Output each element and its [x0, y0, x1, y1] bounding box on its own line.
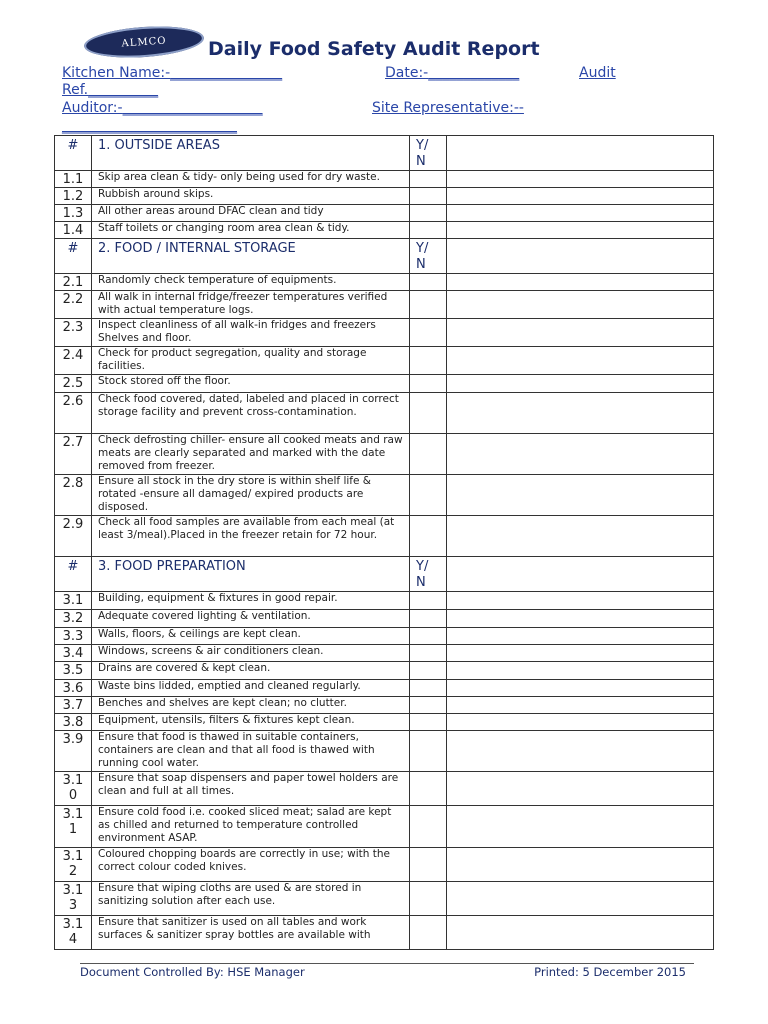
item-number: 3.6 [55, 680, 92, 697]
item-description: All other areas around DFAC clean and tidy [92, 205, 410, 222]
item-number: 3.1 1 [55, 806, 92, 848]
checklist-row [55, 205, 714, 222]
yes-no-input-cell[interactable] [410, 319, 447, 347]
item-number: 2.3 [55, 319, 92, 347]
comment-input-cell[interactable] [447, 848, 714, 882]
yes-no-input-cell[interactable] [410, 680, 447, 697]
comment-input-cell[interactable] [447, 806, 714, 848]
comment-input-cell[interactable] [447, 731, 714, 772]
comment-input-cell[interactable] [447, 188, 714, 205]
item-description: Ensure that soap dispensers and paper towel holders are clean and full at all times. [92, 772, 410, 806]
item-number: 3.7 [55, 697, 92, 714]
comment-input-cell[interactable] [447, 205, 714, 222]
checklist-row [55, 592, 714, 610]
comment-input-cell[interactable] [447, 882, 714, 916]
kitchen-name-label: Kitchen Name:- [62, 65, 171, 81]
comments-header-cell [447, 239, 714, 274]
checklist-row [55, 806, 714, 848]
yes-no-input-cell[interactable] [410, 731, 447, 772]
checklist-row [55, 680, 714, 697]
checklist-row [55, 848, 714, 882]
page-footer [80, 963, 694, 979]
audit-checklist-body [55, 136, 714, 950]
checklist-row [55, 916, 714, 950]
section-header-row [55, 136, 714, 171]
comment-input-cell[interactable] [447, 592, 714, 610]
checklist-row [55, 645, 714, 662]
item-description: Check all food samples are available from each meal (at least 3/meal).Placed in the freezer retain for 72 hour. [92, 516, 410, 557]
yes-no-header: Y/ N [410, 136, 447, 171]
yes-no-input-cell[interactable] [410, 697, 447, 714]
item-description: Check food covered, dated, labeled and placed in correct storage facility and prevent cross-contamination. [92, 393, 410, 434]
item-number: 1.2 [55, 188, 92, 205]
site-representative-blank-line [62, 118, 237, 134]
item-description: Benches and shelves are kept clean; no clutter. [92, 697, 410, 714]
comment-input-cell[interactable] [447, 662, 714, 680]
item-number: 3.2 [55, 610, 92, 628]
yes-no-input-cell[interactable] [410, 188, 447, 205]
yes-no-input-cell[interactable] [410, 592, 447, 610]
checklist-row [55, 291, 714, 319]
item-description: Ensure all stock in the dry store is within shelf life & rotated -ensure all damaged/ expired products are disposed. [92, 475, 410, 516]
item-description: Check defrosting chiller- ensure all cooked meats and raw meats are clearly separated and marked with the date removed from freezer. [92, 434, 410, 475]
yes-no-input-cell[interactable] [410, 171, 447, 188]
yes-no-input-cell[interactable] [410, 610, 447, 628]
item-description: Stock stored off the floor. [92, 375, 410, 393]
item-description: Ensure that food is thawed in suitable containers, containers are clean and that all food is thawed with running cool water. [92, 731, 410, 772]
item-description: Walls, floors, & ceilings are kept clean. [92, 628, 410, 645]
item-number: 2.5 [55, 375, 92, 393]
yes-no-input-cell[interactable] [410, 347, 447, 375]
item-number: 2.2 [55, 291, 92, 319]
checklist-row [55, 375, 714, 393]
item-description: Ensure that wiping cloths are used & are stored in sanitizing solution after each use. [92, 882, 410, 916]
section-hash: # [55, 136, 92, 171]
comment-input-cell[interactable] [447, 475, 714, 516]
item-number: 3.8 [55, 714, 92, 731]
document-controlled-by: Document Controlled By: HSE Manager [80, 965, 305, 979]
date-blank: _____________ [428, 65, 520, 81]
comment-input-cell[interactable] [447, 319, 714, 347]
yes-no-input-cell[interactable] [410, 916, 447, 950]
section-title: 1. OUTSIDE AREAS [92, 136, 410, 171]
item-description: Drains are covered & kept clean. [92, 662, 410, 680]
yes-no-input-cell[interactable] [410, 434, 447, 475]
section-hash: # [55, 239, 92, 274]
page-title: Daily Food Safety Audit Report [208, 38, 540, 60]
comment-input-cell[interactable] [447, 697, 714, 714]
item-description: Check for product segregation, quality and storage facilities. [92, 347, 410, 375]
yes-no-input-cell[interactable] [410, 848, 447, 882]
item-description: Inspect cleanliness of all walk-in fridges and freezers Shelves and floor. [92, 319, 410, 347]
item-number: 3.4 [55, 645, 92, 662]
section-title: 2. FOOD / INTERNAL STORAGE [92, 239, 410, 274]
yes-no-input-cell[interactable] [410, 475, 447, 516]
ref-field [62, 82, 158, 98]
item-number: 3.1 2 [55, 848, 92, 882]
checklist-row [55, 434, 714, 475]
checklist-row [55, 171, 714, 188]
comments-header-cell [447, 136, 714, 171]
comment-input-cell[interactable] [447, 222, 714, 239]
section-header-row [55, 239, 714, 274]
yes-no-input-cell[interactable] [410, 516, 447, 557]
auditor-label: Auditor:- [62, 100, 123, 116]
comment-input-cell[interactable] [447, 375, 714, 393]
ref-blank: __________ [88, 82, 159, 98]
yes-no-input-cell[interactable] [410, 662, 447, 680]
checklist-row [55, 714, 714, 731]
comments-header-cell [447, 557, 714, 592]
checklist-row [55, 475, 714, 516]
comment-input-cell[interactable] [447, 645, 714, 662]
item-description: Rubbish around skips. [92, 188, 410, 205]
site-representative-field [372, 100, 524, 116]
yes-no-input-cell[interactable] [410, 375, 447, 393]
printed-date: Printed: 5 December 2015 [534, 965, 686, 979]
site-representative-blank: _________________________ [62, 118, 237, 134]
section-title: 3. FOOD PREPARATION [92, 557, 410, 592]
logo-text: ALMCO [121, 34, 167, 50]
yes-no-header: Y/ N [410, 557, 447, 592]
yes-no-header: Y/ N [410, 239, 447, 274]
item-number: 3.9 [55, 731, 92, 772]
comment-input-cell[interactable] [447, 714, 714, 731]
date-field [385, 65, 519, 81]
yes-no-input-cell[interactable] [410, 393, 447, 434]
checklist-row [55, 882, 714, 916]
kitchen-name-blank: ________________ [170, 65, 283, 81]
comment-input-cell[interactable] [447, 916, 714, 950]
item-number: 2.4 [55, 347, 92, 375]
audit-checklist-table [54, 135, 714, 950]
item-number: 2.8 [55, 475, 92, 516]
comment-input-cell[interactable] [447, 291, 714, 319]
yes-no-input-cell[interactable] [410, 222, 447, 239]
yes-no-input-cell[interactable] [410, 291, 447, 319]
yes-no-input-cell[interactable] [410, 645, 447, 662]
yes-no-input-cell[interactable] [410, 714, 447, 731]
ref-label: Ref. [62, 82, 89, 98]
item-number: 2.9 [55, 516, 92, 557]
item-description: Adequate covered lighting & ventilation. [92, 610, 410, 628]
comment-input-cell[interactable] [447, 393, 714, 434]
item-number: 3.1 [55, 592, 92, 610]
item-description: Randomly check temperature of equipments. [92, 274, 410, 291]
item-number: 3.5 [55, 662, 92, 680]
item-description: Staff toilets or changing room area clean & tidy. [92, 222, 410, 239]
yes-no-input-cell[interactable] [410, 628, 447, 645]
comment-input-cell[interactable] [447, 274, 714, 291]
kitchen-name-field [62, 65, 282, 81]
checklist-row [55, 662, 714, 680]
comment-input-cell[interactable] [447, 680, 714, 697]
checklist-row [55, 188, 714, 205]
item-description: Ensure that sanitizer is used on all tables and work surfaces & sanitizer spray bottles are available with [92, 916, 410, 950]
item-description: Building, equipment & fixtures in good repair. [92, 592, 410, 610]
yes-no-input-cell[interactable] [410, 274, 447, 291]
comment-input-cell[interactable] [447, 347, 714, 375]
checklist-row [55, 393, 714, 434]
date-label: Date:- [385, 65, 429, 81]
item-number: 3.1 3 [55, 882, 92, 916]
comment-input-cell[interactable] [447, 628, 714, 645]
yes-no-input-cell[interactable] [410, 882, 447, 916]
item-number: 1.3 [55, 205, 92, 222]
item-description: Equipment, utensils, filters & fixtures kept clean. [92, 714, 410, 731]
checklist-row [55, 516, 714, 557]
item-number: 1.1 [55, 171, 92, 188]
checklist-row [55, 222, 714, 239]
yes-no-input-cell[interactable] [410, 205, 447, 222]
checklist-row [55, 319, 714, 347]
item-description: Windows, screens & air conditioners clean. [92, 645, 410, 662]
site-representative-label: Site Representative:-- [372, 100, 524, 116]
comment-input-cell[interactable] [447, 171, 714, 188]
item-number: 3.1 4 [55, 916, 92, 950]
yes-no-input-cell[interactable] [410, 806, 447, 848]
item-description: Ensure cold food i.e. cooked sliced meat; salad are kept as chilled and returned to temperature controlled environment ASAP. [92, 806, 410, 848]
checklist-row [55, 347, 714, 375]
item-description: Coloured chopping boards are correctly in use; with the correct colour coded knives. [92, 848, 410, 882]
item-number: 2.1 [55, 274, 92, 291]
comment-input-cell[interactable] [447, 516, 714, 557]
item-number: 2.7 [55, 434, 92, 475]
item-number: 3.3 [55, 628, 92, 645]
checklist-row [55, 731, 714, 772]
almco-logo [83, 23, 205, 61]
comment-input-cell[interactable] [447, 772, 714, 806]
audit-ref-field [579, 65, 616, 81]
comment-input-cell[interactable] [447, 610, 714, 628]
auditor-blank: ____________________ [122, 100, 263, 116]
checklist-row [55, 610, 714, 628]
audit-label: Audit [579, 65, 616, 81]
item-description: Waste bins lidded, emptied and cleaned regularly. [92, 680, 410, 697]
item-description: Skip area clean & tidy- only being used for dry waste. [92, 171, 410, 188]
item-number: 1.4 [55, 222, 92, 239]
item-description: All walk in internal fridge/freezer temperatures verified with actual temperature logs. [92, 291, 410, 319]
item-number: 3.1 0 [55, 772, 92, 806]
section-header-row [55, 557, 714, 592]
section-hash: # [55, 557, 92, 592]
checklist-row [55, 274, 714, 291]
comment-input-cell[interactable] [447, 434, 714, 475]
checklist-row [55, 772, 714, 806]
item-number: 2.6 [55, 393, 92, 434]
yes-no-input-cell[interactable] [410, 772, 447, 806]
checklist-row [55, 697, 714, 714]
auditor-field [62, 100, 263, 116]
checklist-row [55, 628, 714, 645]
